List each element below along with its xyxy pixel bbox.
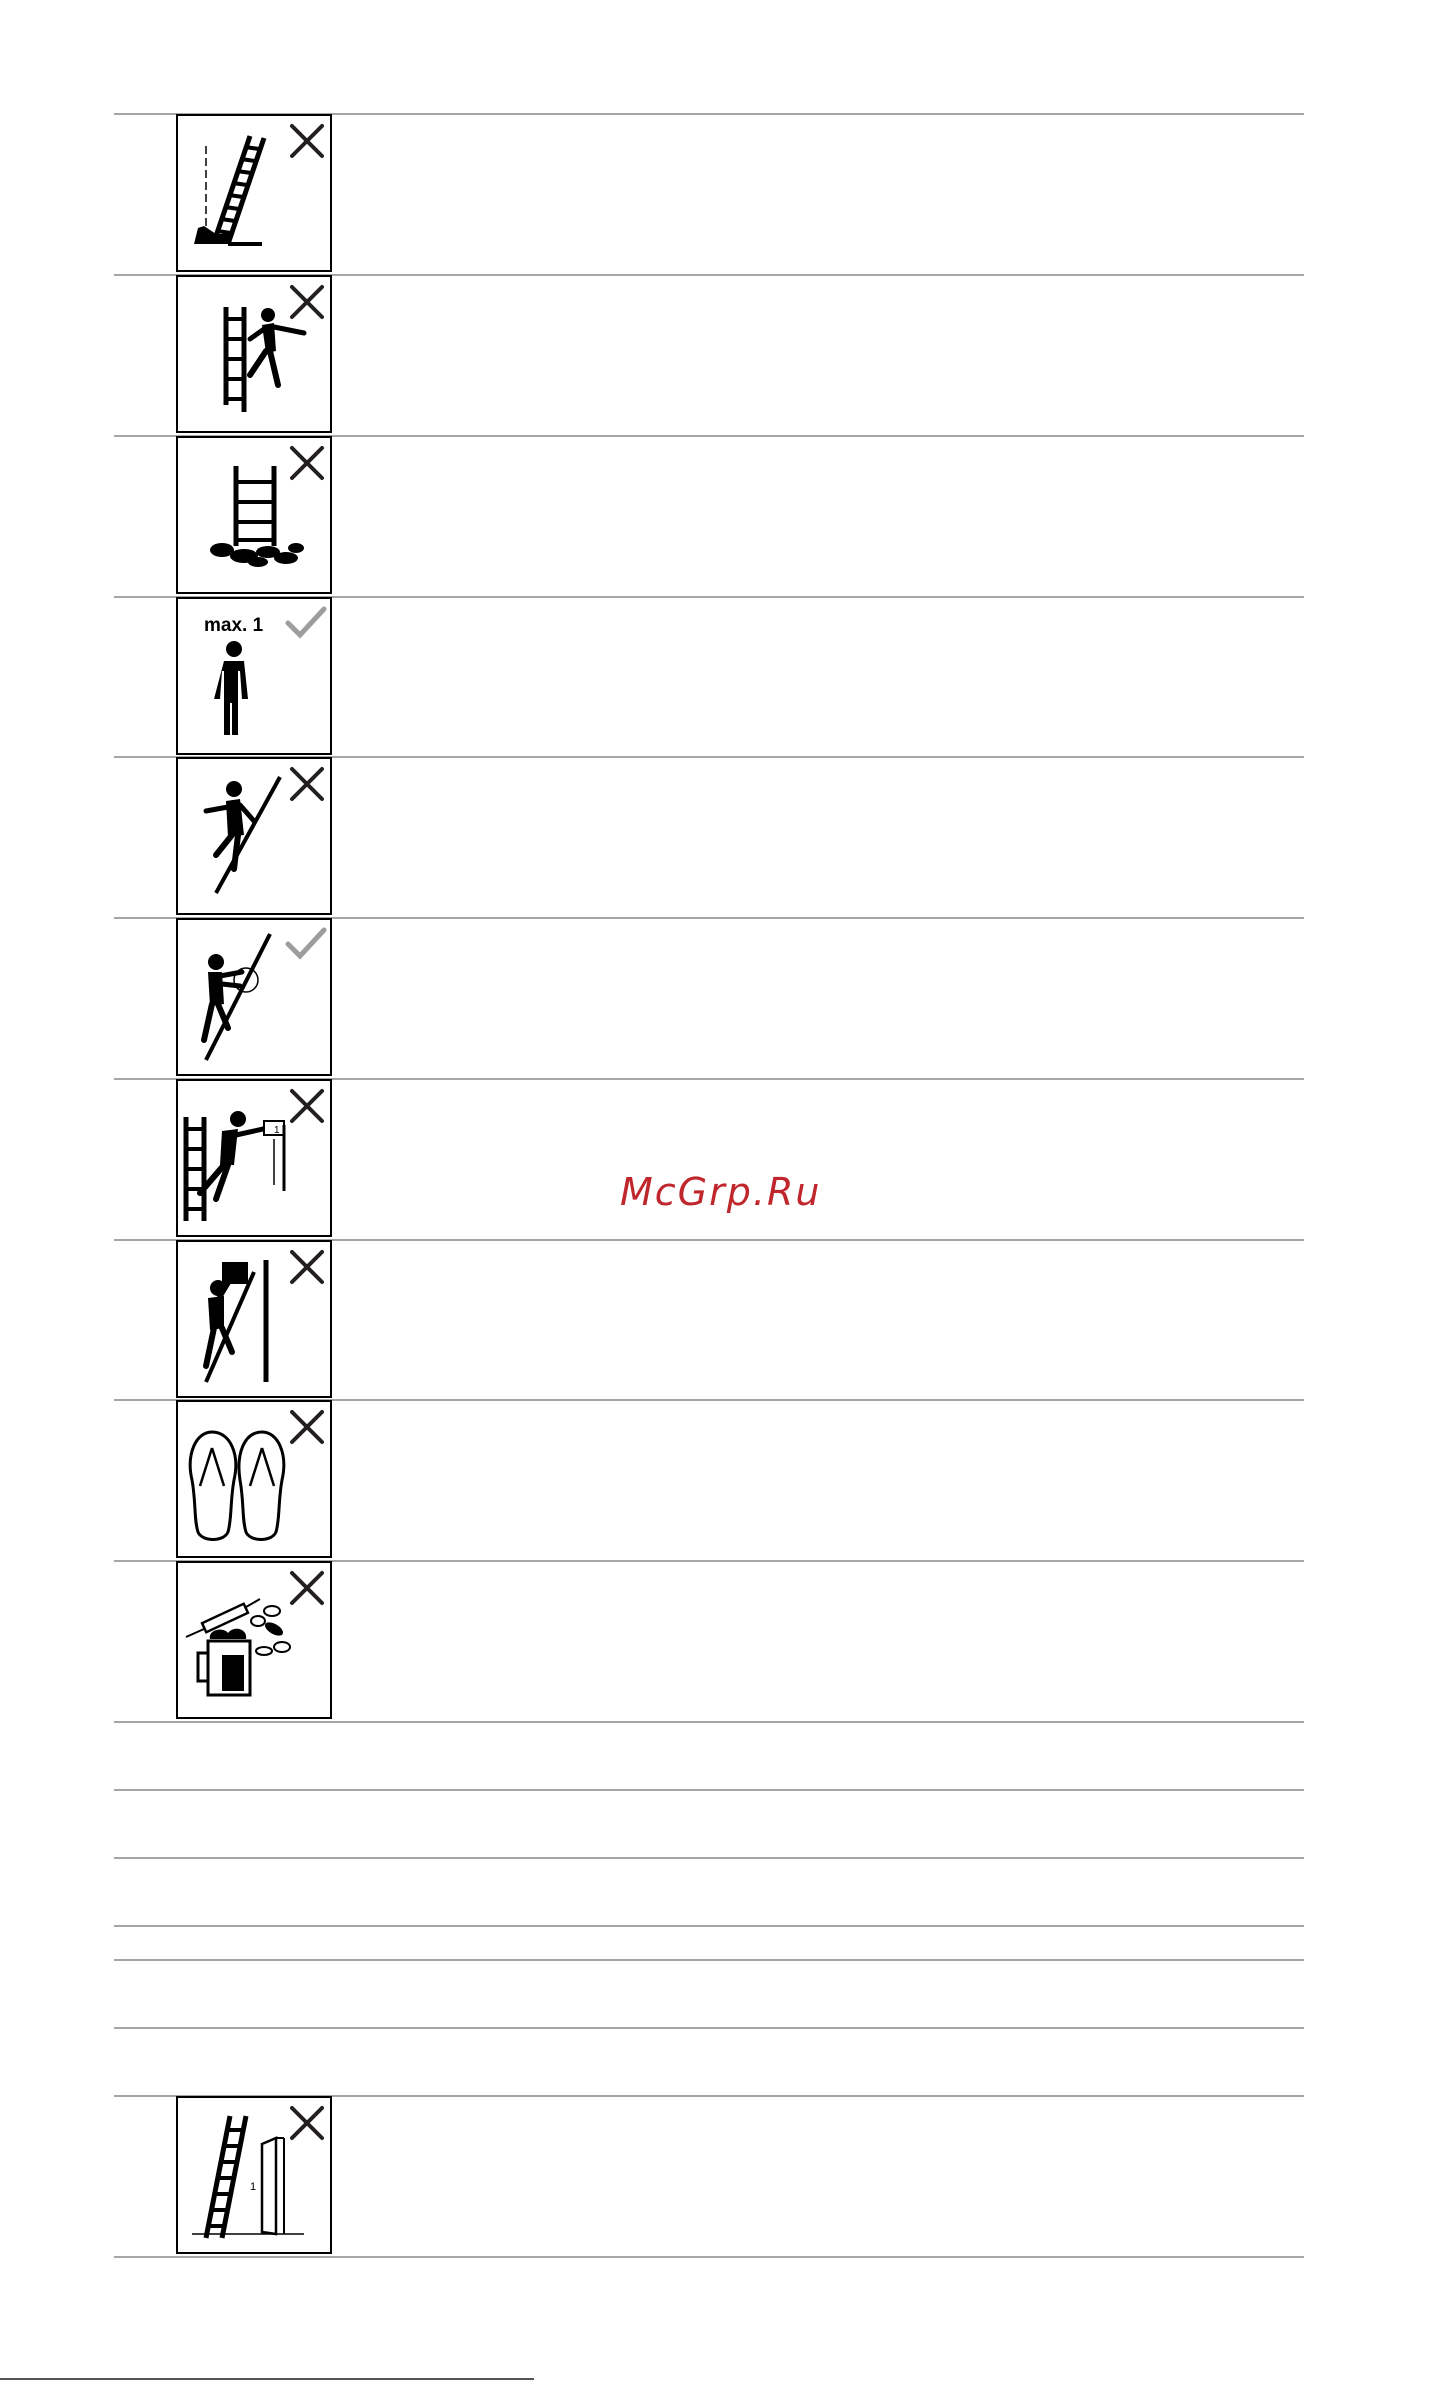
holding-rail-while-climbing-icon — [178, 920, 330, 1074]
prohibited-cross-icon — [292, 1252, 322, 1282]
row-divider — [114, 2256, 1304, 2258]
icon-box-row-9 — [176, 1400, 332, 1558]
descending-facing-away-icon — [178, 759, 330, 913]
ladder-in-front-of-door-icon — [178, 2098, 330, 2252]
icon-box-row-8 — [176, 1240, 332, 1398]
row-divider — [114, 1925, 1304, 1927]
icon-box-row-4 — [176, 597, 332, 755]
prohibited-cross-icon — [292, 1412, 322, 1442]
icon-box-row-2 — [176, 275, 332, 433]
icon-box-row-5 — [176, 757, 332, 915]
overreaching-from-ladder-icon — [178, 277, 330, 431]
svg-text:1: 1 — [274, 1125, 280, 1136]
watermark-text: McGrp.Ru — [620, 1170, 822, 1214]
max-person-label: max. 1 — [204, 615, 264, 636]
prohibited-cross-icon — [292, 1573, 322, 1603]
row-divider — [114, 2027, 1304, 2029]
max-one-person-icon — [178, 599, 330, 753]
prohibited-cross-icon — [292, 2108, 322, 2138]
row-divider — [114, 1789, 1304, 1791]
row-divider — [114, 1857, 1304, 1859]
carrying-load-while-climbing-icon — [178, 1242, 330, 1396]
ladder-leaning-wrong-angle-icon — [178, 116, 330, 270]
prohibited-cross-icon — [292, 448, 322, 478]
row-divider — [114, 1959, 1304, 1961]
flip-flops-footwear-icon — [178, 1402, 330, 1556]
icon-box-row-3 — [176, 436, 332, 594]
row-divider — [114, 1721, 1304, 1723]
prohibited-cross-icon — [292, 287, 322, 317]
drugs-alcohol-icon — [178, 1563, 330, 1717]
icon-box-row-6 — [176, 918, 332, 1076]
icon-box-row-1 — [176, 114, 332, 272]
working-sideways-on-ladder-icon — [178, 1081, 330, 1235]
svg-text:1: 1 — [250, 2181, 257, 2193]
prohibited-cross-icon — [292, 126, 322, 156]
icon-box-row-10 — [176, 1561, 332, 1719]
footer-line — [0, 2378, 534, 2380]
prohibited-cross-icon — [292, 769, 322, 799]
allowed-check-icon — [288, 930, 324, 956]
icon-box-row-7 — [176, 1079, 332, 1237]
icon-box-row-11 — [176, 2096, 332, 2254]
allowed-check-icon — [288, 609, 324, 635]
prohibited-cross-icon — [292, 1091, 322, 1121]
ladder-on-unstable-ground-icon — [178, 438, 330, 592]
